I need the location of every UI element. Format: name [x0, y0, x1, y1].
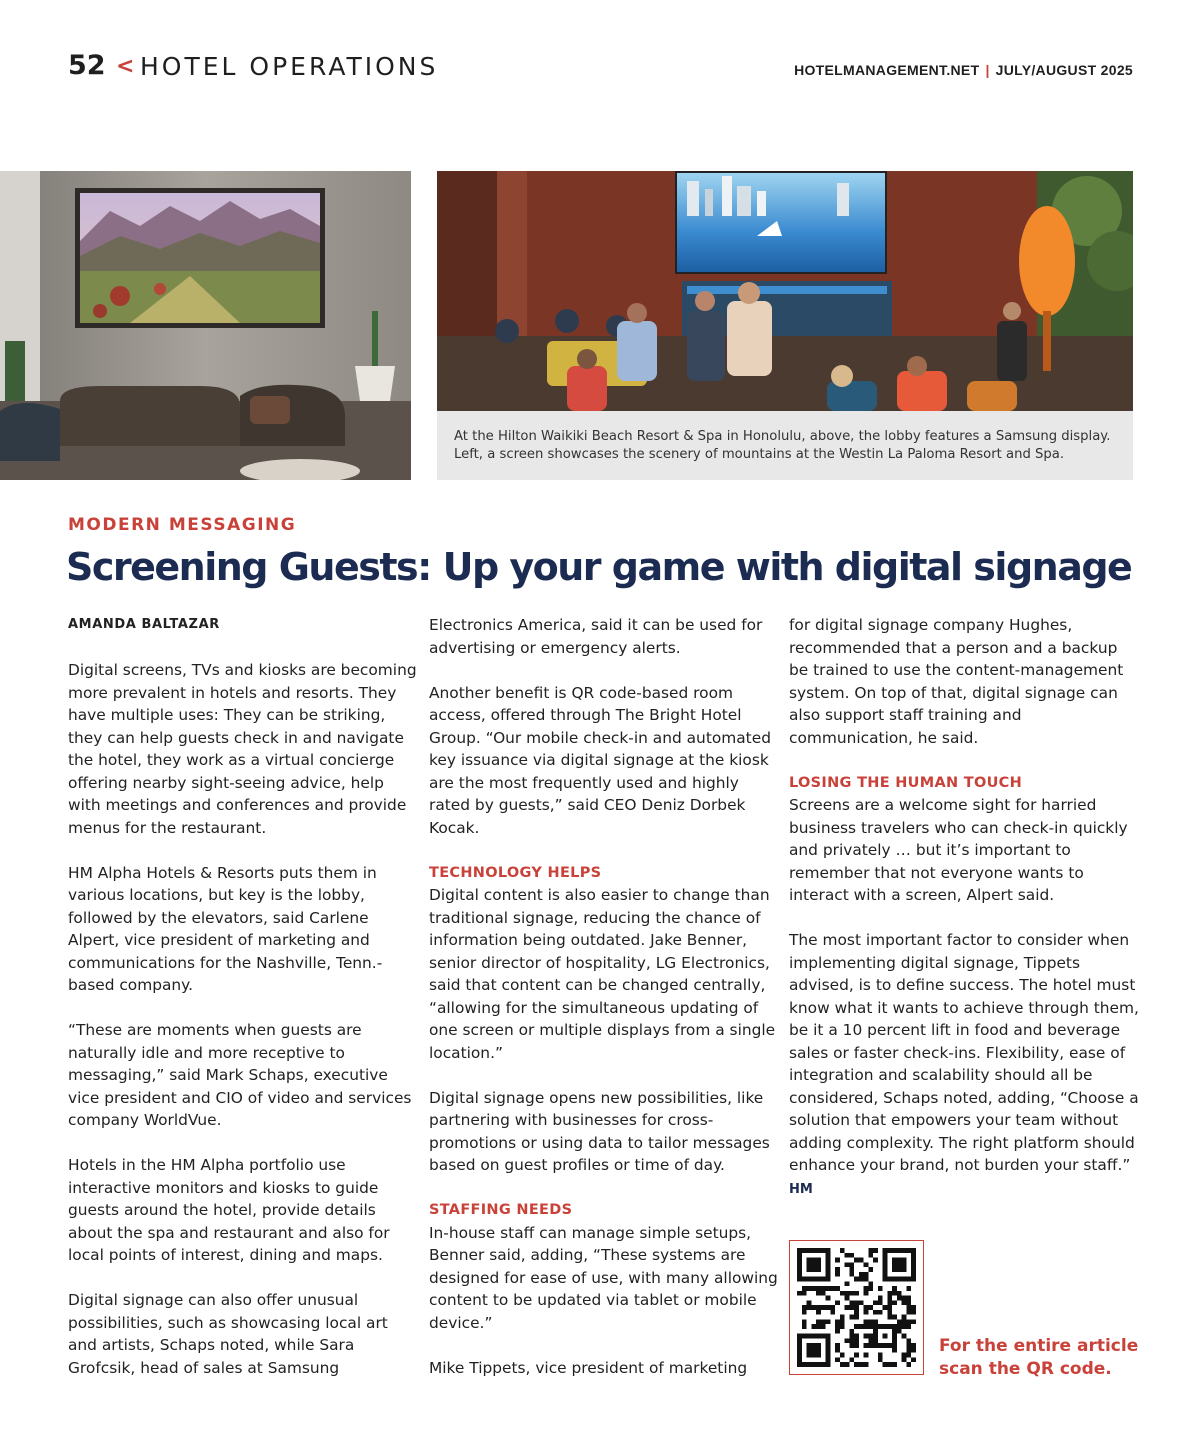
paragraph: “These are moments when guests are naturally idle and more receptive to messaging,” said Mark Schaps, executive vice president and CIO of video and services company WorldVue. — [68, 1021, 412, 1129]
section-title: HOTEL OPERATIONS — [140, 52, 439, 81]
paragraph: for digital signage company Hughes, recommended that a person and a backup be trained to use the content-management system. On top of that, digital signage can also support staff training and communication, he said. — [789, 616, 1124, 747]
article-kicker: MODERN MESSAGING — [68, 515, 297, 535]
qr-code[interactable] — [789, 1240, 924, 1375]
paragraph: Electronics America, said it can be used for advertising or emergency alerts. — [429, 616, 763, 657]
page-number: 52 — [68, 50, 106, 81]
paragraph: Digital signage opens new possibilities, like partnering with businesses for cross-promotions or using data to tailor messages based on guest profiles or time of day. — [429, 1088, 770, 1174]
paragraph: In-house staff can manage simple setups, Benner said, adding, “These systems are designed for ease of use, with many allowing content to be updated via tablet or mobile device.” — [429, 1223, 778, 1332]
photo-caption: At the Hilton Waikiki Beach Resort & Spa in Honolulu, above, the lobby features a Samsung display. Left, a screen showcases the scenery of mountains at the Westin La Paloma Resort and Spa. — [454, 429, 1111, 462]
subhead-losing-human-touch: LOSING THE HUMAN TOUCH — [789, 774, 1023, 791]
paragraph: Digital content is also easier to change than traditional signage, reducing the chance of information being outdated. Jake Benner, senior director of hospitality, LG Electronics, said that content can be changed centrally, “allowing for the simultaneous updating of one screen or multiple displays from a single location.” — [429, 886, 776, 1062]
subhead-technology-helps: TECHNOLOGY HELPS — [429, 864, 602, 881]
paragraph: Screens are a welcome sight for harried business travelers who can check-in quickly and privately … but it’s important to remember that not everyone wants to interact with a screen, Alpert said. — [789, 796, 1128, 904]
section-staffing — [429, 1199, 779, 1334]
paragraph: Digital screens, TVs and kiosks are becoming more prevalent in hotels and resorts. They have multiple uses: They can be striking, they can help guests check in and navigate the hotel, they work as a virtual concierge offering nearby sight-seeing advice, help with meetings and conferences and provide menus for the restaurant. — [68, 661, 417, 837]
paragraph: Mike Tippets, vice president of marketing — [429, 1358, 748, 1377]
publication-info — [794, 62, 1133, 78]
paragraph: HM Alpha Hotels & Resorts puts them in various locations, but key is the lobby, followed by the elevators, said Carlene Alpert, vice president of marketing and communications for the Nashville, Tenn.-based company. — [68, 863, 383, 994]
qr-instruction: For the entire article scan the QR code. — [939, 1336, 1139, 1379]
end-mark: HM — [789, 1181, 813, 1197]
section-human-touch — [789, 772, 1139, 907]
article-column-2 — [429, 614, 779, 1402]
section-technology — [429, 862, 779, 1065]
photo-hilton-lobby — [437, 171, 1133, 411]
subhead-staffing-needs: STAFFING NEEDS — [429, 1202, 573, 1218]
site-name: HOTELMANAGEMENT.NET — [794, 62, 980, 78]
paragraph-final — [789, 929, 1139, 1201]
qr-code-icon — [797, 1248, 916, 1367]
byline: AMANDA BALTAZAR — [68, 617, 220, 632]
paragraph: Digital signage can also offer unusual possibilities, such as showcasing local art and artists, Schaps noted, while Sara Grofcsik, head of sales at Samsung — [68, 1291, 388, 1377]
article-column-3 — [789, 614, 1139, 1224]
article-headline: Screening Guests: Up your game with digital signage — [66, 545, 1132, 589]
paragraph: The most important factor to consider when implementing digital signage, Tippets advised, is to define success. The hotel must know what it wants to achieve through them, be it a 10 percent lift in food and beverage sales or faster check-ins. Flexibility, ease of integration and scalability should all be considered, Schaps noted, adding, “Choose a solution that empowers your team without adding complexity. The right platform should enhance your brand, not burden your staff.” — [789, 931, 1139, 1174]
paragraph: Hotels in the HM Alpha portfolio use interactive monitors and kiosks to guide guests around the hotel, provide details about the spa and restaurant and also for local points of interest, dining and maps. — [68, 1156, 390, 1264]
paragraph: Another benefit is QR code-based room access, offered through The Bright Hotel Group. “Our mobile check-in and automated key issuance via digital signage at the kiosk are the most frequently used and highly rated by guests,” said CEO Deniz Dorbek Kocak. — [429, 683, 771, 837]
chevron-left-icon: < — [116, 54, 135, 79]
article-column-1 — [68, 614, 418, 1402]
page-header — [68, 50, 1133, 90]
divider: | — [985, 62, 990, 78]
photo-westin-lobby — [0, 171, 411, 480]
photo-caption-box — [437, 411, 1133, 480]
issue-date: JULY/AUGUST 2025 — [995, 62, 1133, 78]
